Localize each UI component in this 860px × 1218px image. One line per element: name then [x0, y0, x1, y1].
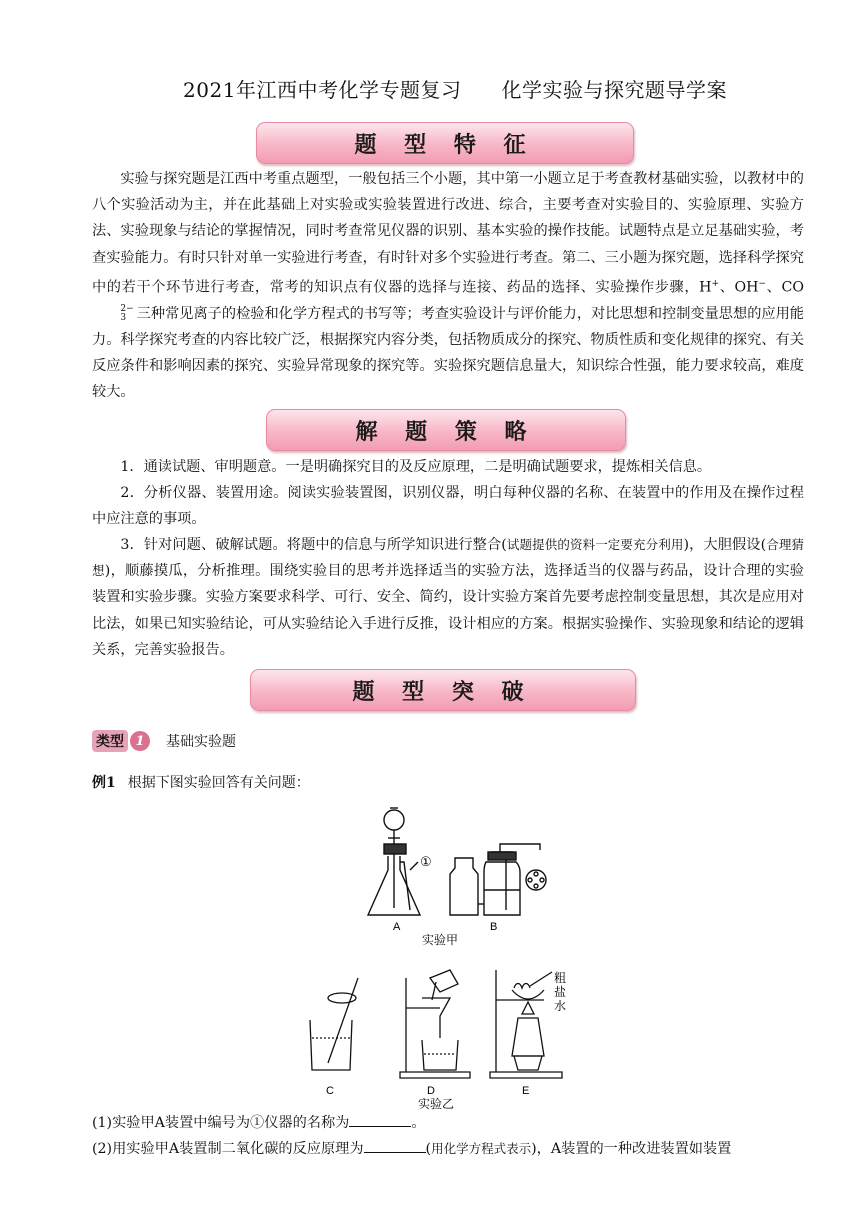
section-banner-breakthrough — [250, 669, 636, 711]
caption-jia: 实验甲 — [422, 933, 459, 947]
glass-rod-icon — [328, 978, 358, 1063]
type-1-heading — [92, 730, 236, 752]
example-1 — [92, 772, 310, 792]
section-title-breakthrough: 题 型 突 破 — [352, 679, 534, 705]
separatory-funnel-icon — [384, 810, 404, 830]
label-b: B — [490, 921, 498, 933]
type-number: 1 — [130, 731, 150, 751]
beaker-d-icon — [422, 1040, 458, 1070]
side-label-3: 水 — [554, 999, 567, 1013]
answer-blank-2[interactable] — [364, 1139, 426, 1153]
label-a: A — [393, 921, 401, 933]
filter-funnel-icon — [422, 998, 450, 1038]
example-prompt: 根据下图实验回答有关问题： — [127, 775, 310, 791]
title-left: 2021年江西中考化学专题复习 — [183, 78, 462, 102]
strategy-item-3: 3．针对问题、破解试题。将题中的信息与所学知识进行整合(试题提供的资料一定要充分利用)，大胆假设(合理猜想)，顺藤摸瓜，分析推理。围绕实验目的思考并选择适当的实验方法，选择适当的仪器与药品，设计合理的实验装置和实验步骤。实验方案要求科学、可行、安全、简约，设计实验方案首先要考虑控制变量思想，其次是应用对比法，如果已知实验结论，可从实验结论入手进行反推，设计相应的方案。根据实验操作、实验现象和结论的逻辑关系，完善实验报告。 — [92, 537, 804, 658]
question-1: (1)实验甲A装置中编号为①仪器的名称为 。 — [92, 1115, 426, 1131]
section-title-features: 题 型 特 征 — [354, 132, 536, 158]
gas-bottle-icon — [450, 858, 478, 915]
type-label: 基础实验题 — [166, 734, 236, 750]
strategy-item-1: 1．通读试题、审明题意。一是明确探究目的及反应原理，二是明确试题要求，提炼相关信息。 — [120, 459, 712, 475]
alcohol-lamp-icon — [512, 1018, 544, 1056]
experiment-yi-figure — [300, 958, 580, 1110]
stand-base-icon — [400, 1072, 470, 1078]
title-right: 化学实验与探究题导学案 — [501, 78, 727, 102]
beaker-c-icon — [310, 1020, 352, 1070]
type-badge: 类型 — [92, 730, 128, 752]
wash-bottle-icon — [484, 862, 520, 915]
features-paragraph: 实验与探究题是江西中考重点题型，一般包括三个小题，其中第一小题立足于考查教材基础实验，以教材中的八个实验活动为主，并在此基础上对实验或实验装置进行改进、综合，主要考查对实验目的、实验原理、实验方法、实验现象与结论的掌握情况，同时考查常见仪器的识别、基本实验的操作技能。试题特点是立足基础实验，考查实验能力。有时只针对单一实验进行考查，有时针对多个实验进行考查。第二、三小题为探究题，选择科学探究中的若干个环节进行考查，常考的知识点有仪器的选择与连接、药品的选择、实验操作步骤，H+、OH−、CO 2− 3 三种常见离子的检验和化学方程式的书写等；考查实验设计与评价能力，对比思想和控制变量思想的应用能力。科学探究考查的内容比较广泛，根据探究内容分类，包括物质成分的探究、物质性质和变化规律的探究、有关反应条件和影响因素的探究、实验异常现象的探究等。实验探究题信息量大，知识综合性强，能力要求较高，难度较大。 — [92, 171, 804, 401]
section-title-strategy: 解 题 策 略 — [355, 419, 537, 445]
valve-icon — [526, 870, 546, 890]
side-label-1: 粗 — [554, 971, 567, 985]
side-label-2: 盐 — [554, 985, 567, 999]
label-e: E — [522, 1085, 530, 1097]
instrument-marker: ① — [420, 855, 432, 870]
strategy-item-2: 2．分析仪器、装置用途。阅读实验装置图，识别仪器，明白每种仪器的名称、在装置中的作用及在操作过程中应注意的事项。 — [92, 485, 804, 528]
document-title — [0, 74, 860, 103]
example-tag: 例1 — [92, 775, 116, 791]
section-banner-features — [256, 122, 634, 164]
stopper-icon — [384, 844, 406, 854]
answer-blank-1[interactable] — [349, 1113, 411, 1127]
label-d: D — [427, 1085, 435, 1097]
evaporating-dish-icon — [512, 990, 544, 999]
question-2: (2)用实验甲A装置制二氧化碳的反应原理为 (用化学方程式表示)，A装置的一种改进装置如装置 — [92, 1141, 732, 1157]
label-c: C — [326, 1085, 334, 1097]
caption-yi: 实验乙 — [418, 1097, 455, 1110]
experiment-jia-figure — [360, 800, 580, 950]
section-banner-strategy — [266, 409, 626, 451]
